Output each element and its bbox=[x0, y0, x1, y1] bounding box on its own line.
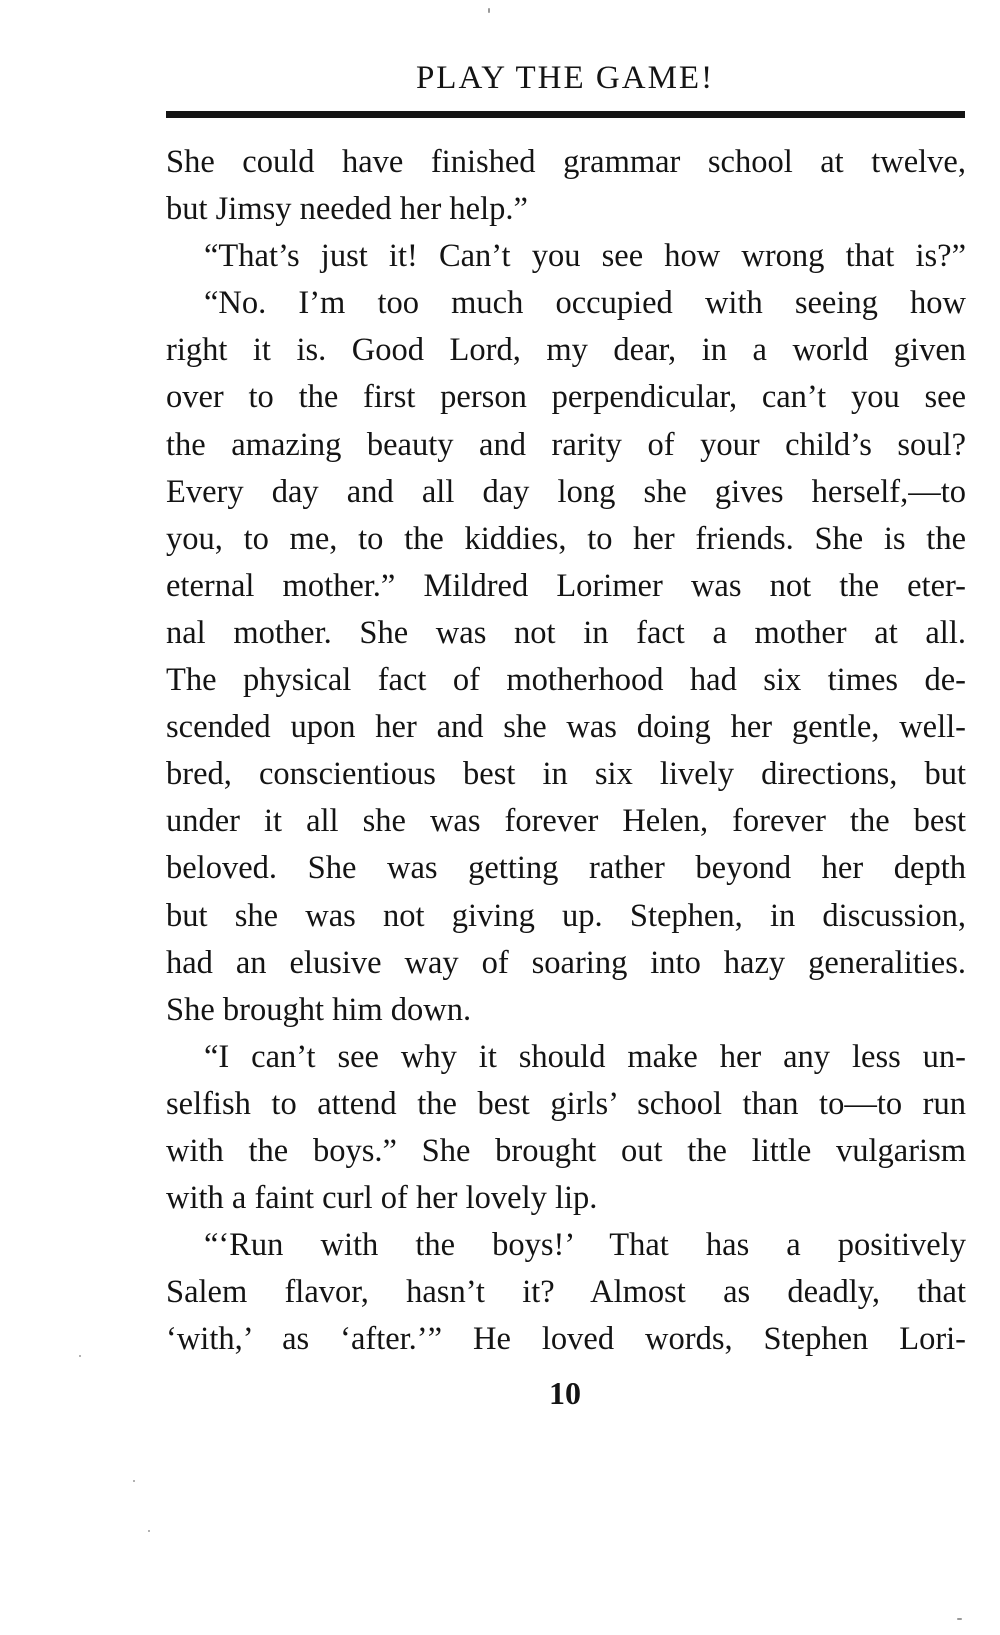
text-line: had an elusive way of soaring into hazy generalities. bbox=[166, 944, 966, 981]
text-line: beloved. She was getting rather beyond her depth bbox=[166, 850, 966, 887]
print-speck bbox=[488, 8, 490, 13]
text-line: you, to me, to the kiddies, to her friends. She is the bbox=[166, 520, 966, 557]
text-line: the amazing beauty and rarity of your child’s soul? bbox=[166, 426, 966, 463]
text-line: under it all she was forever Helen, forever the best bbox=[166, 803, 966, 840]
text-line: “No. I’m too much occupied with seeing how bbox=[204, 285, 966, 322]
text-line: The physical fact of motherhood had six times de- bbox=[166, 662, 966, 699]
text-line: ‘with,’ as ‘after.’” He loved words, Stephen Lori- bbox=[166, 1321, 966, 1358]
page-number: 10 bbox=[549, 1375, 581, 1411]
text-line: “‘Run with the boys!’ That has a positively bbox=[204, 1227, 966, 1264]
text-line: She brought him down. bbox=[166, 991, 472, 1028]
text-line: scended upon her and she was doing her gentle, well- bbox=[166, 709, 966, 746]
text-line: “I can’t see why it should make her any less un- bbox=[204, 1038, 966, 1075]
running-head: PLAY THE GAME! bbox=[415, 60, 715, 96]
text-line: Every day and all day long she gives herself,—to bbox=[166, 473, 966, 510]
body-text bbox=[166, 139, 966, 1363]
text-line: selfish to attend the best girls’ school than to—to run bbox=[166, 1085, 966, 1122]
text-line: nal mother. She was not in fact a mother at all. bbox=[166, 614, 966, 651]
text-line: with a faint curl of her lovely lip. bbox=[166, 1180, 598, 1217]
text-line: “That’s just it! Can’t you see how wrong that is?” bbox=[204, 238, 966, 275]
print-speck bbox=[957, 1618, 962, 1620]
header-rule bbox=[166, 111, 965, 118]
text-line: eternal mother.” Mildred Lorimer was not the eter- bbox=[166, 567, 966, 604]
text-line: but she was not giving up. Stephen, in discussion, bbox=[166, 897, 966, 934]
text-line: right it is. Good Lord, my dear, in a world given bbox=[166, 332, 966, 369]
text-line: but Jimsy needed her help.” bbox=[166, 191, 528, 228]
print-speck bbox=[133, 1480, 135, 1482]
text-line: over to the first person perpendicular, can’t you see bbox=[166, 379, 966, 416]
text-line: bred, conscientious best in six lively directions, but bbox=[166, 756, 966, 793]
text-line: with the boys.” She brought out the little vulgarism bbox=[166, 1132, 966, 1169]
print-speck bbox=[79, 1355, 81, 1357]
text-line: She could have finished grammar school at twelve, bbox=[166, 144, 966, 180]
text-line: Salem flavor, hasn’t it? Almost as deadly, that bbox=[166, 1274, 966, 1311]
print-speck bbox=[148, 1530, 150, 1532]
